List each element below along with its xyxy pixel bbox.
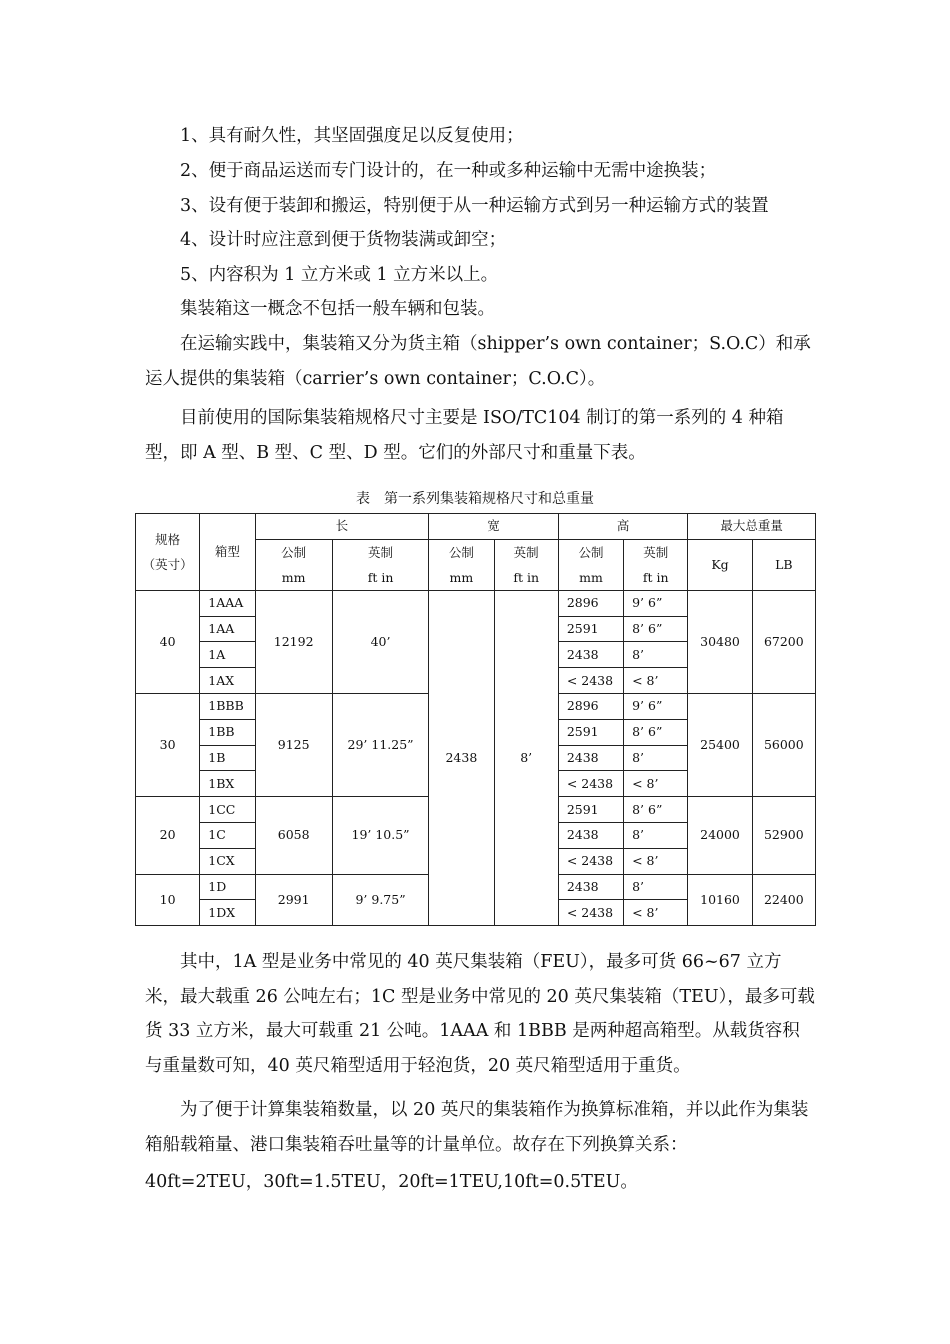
height-ft-cell: 8’ 6” xyxy=(624,719,688,745)
length-ft-cell: 19’ 10.5” xyxy=(332,797,428,874)
length-mm-cell: 12192 xyxy=(255,590,332,693)
paragraph-teu-standard: 为了便于计算集装箱数量，以 20 英尺的集装箱作为换算标准箱，并以此作为集装箱船载箱量、港口集装箱吞吐量等的计量单位。故存在下列换算关系： xyxy=(145,1100,809,1155)
weight-lb-cell: 22400 xyxy=(752,874,815,926)
paragraph-concept: 集装箱这一概念不包括一般车辆和包装。 xyxy=(180,299,495,319)
type-cell: 1D xyxy=(200,874,255,900)
weight-kg-cell: 30480 xyxy=(688,590,752,693)
height-ft-cell: < 8’ xyxy=(624,668,688,694)
length-mm-cell: 6058 xyxy=(255,797,332,874)
header-height: 高 xyxy=(558,514,688,540)
weight-lb-cell: 67200 xyxy=(752,590,815,693)
subheader-length-metric: 公制 mm xyxy=(255,539,332,590)
paragraph-iso-intro: 目前使用的国际集装箱规格尺寸主要是 ISO/TC104 制订的第一系列的 4 种箱型，即 A 型、B 型、C 型、D 型。它们的外部尺寸和重量下表。 xyxy=(145,408,784,463)
length-mm-cell: 9125 xyxy=(255,693,332,796)
height-mm-cell: < 2438 xyxy=(558,668,623,694)
length-ft-cell: 29’ 11.25” xyxy=(332,693,428,796)
list-item-2: 2、便于商品运送而专门设计的，在一种或多种运输中无需中途换装； xyxy=(180,161,717,181)
height-ft-cell: 8’ xyxy=(624,745,688,771)
subheader-height-imperial: 英制 ft in xyxy=(624,539,688,590)
paragraph-feu-teu: 其中，1A 型是业务中常见的 40 英尺集装箱（FEU），最多可货 66~67 立方米，最大载重 26 公吨左右；1C 型是业务中常见的 20 英尺集装箱（TEU），最多可载货 33 立方米，最大可载重 21 公吨。1AAA 和 1BBB 是两种超高箱型。从载货容积与重量数可知，40 英尺箱型适用于轻泡货，20 英尺箱型适用于重货。 xyxy=(145,952,815,1076)
height-ft-cell: 9’ 6” xyxy=(624,590,688,616)
type-cell: 1A xyxy=(200,642,255,668)
paragraph-container-types: 在运输实践中，集装箱又分为货主箱（shipper’s own container；S.O.C）和承运人提供的集装箱（carrier’s own container；C.O.C）。 xyxy=(145,334,811,389)
spec-cell: 30 xyxy=(136,693,200,796)
length-ft-cell: 40’ xyxy=(332,590,428,693)
height-mm-cell: < 2438 xyxy=(558,900,623,926)
list-item-3: 3、设有便于装卸和搬运，特别便于从一种运输方式到另一种运输方式的装置 xyxy=(180,196,769,216)
table-row xyxy=(136,590,816,616)
subheader-kg: Kg xyxy=(688,539,752,590)
type-cell: 1CX xyxy=(200,848,255,874)
header-width: 宽 xyxy=(429,514,559,540)
subheader-width-imperial: 英制 ft in xyxy=(494,539,558,590)
weight-lb-cell: 56000 xyxy=(752,693,815,796)
header-length: 长 xyxy=(255,514,429,540)
spec-cell: 40 xyxy=(136,590,200,693)
width-ft-cell: 8’ xyxy=(494,590,558,925)
height-mm-cell: 2438 xyxy=(558,642,623,668)
height-mm-cell: < 2438 xyxy=(558,771,623,797)
paragraph-conversion: 40ft=2TEU，30ft=1.5TEU，20ft=1TEU,10ft=0.5TEU。 xyxy=(145,1172,638,1192)
type-cell: 1C xyxy=(200,822,255,848)
height-ft-cell: < 8’ xyxy=(624,900,688,926)
height-mm-cell: 2591 xyxy=(558,719,623,745)
type-cell: 1AAA xyxy=(200,590,255,616)
height-mm-cell: < 2438 xyxy=(558,848,623,874)
weight-kg-cell: 25400 xyxy=(688,693,752,796)
height-mm-cell: 2896 xyxy=(558,590,623,616)
type-cell: 1BBB xyxy=(200,693,255,719)
spec-cell: 20 xyxy=(136,797,200,874)
header-max-weight: 最大总重量 xyxy=(688,514,816,540)
header-type: 箱型 xyxy=(200,514,255,591)
height-mm-cell: 2896 xyxy=(558,693,623,719)
subheader-width-metric: 公制 mm xyxy=(429,539,494,590)
height-mm-cell: 2438 xyxy=(558,745,623,771)
height-ft-cell: 8’ 6” xyxy=(624,797,688,823)
list-item-4: 4、设计时应注意到便于货物装满或卸空； xyxy=(180,230,507,250)
type-cell: 1BX xyxy=(200,771,255,797)
weight-kg-cell: 10160 xyxy=(688,874,752,926)
length-ft-cell: 9’ 9.75” xyxy=(332,874,428,926)
subheader-length-imperial: 英制 ft in xyxy=(332,539,428,590)
table-header-row xyxy=(136,514,816,540)
subheader-lb: LB xyxy=(752,539,815,590)
height-ft-cell: 8’ 6” xyxy=(624,616,688,642)
height-mm-cell: 2438 xyxy=(558,874,623,900)
weight-kg-cell: 24000 xyxy=(688,797,752,874)
height-ft-cell: 8’ xyxy=(624,822,688,848)
spec-cell: 10 xyxy=(136,874,200,926)
height-mm-cell: 2591 xyxy=(558,616,623,642)
weight-lb-cell: 52900 xyxy=(752,797,815,874)
height-ft-cell: 8’ xyxy=(624,642,688,668)
subheader-height-metric: 公制 mm xyxy=(558,539,623,590)
width-mm-cell: 2438 xyxy=(429,590,494,925)
type-cell: 1BB xyxy=(200,719,255,745)
height-ft-cell: 8’ xyxy=(624,874,688,900)
header-spec: 规格 （英寸） xyxy=(136,514,200,591)
height-ft-cell: < 8’ xyxy=(624,771,688,797)
type-cell: 1DX xyxy=(200,900,255,926)
type-cell: 1CC xyxy=(200,797,255,823)
length-mm-cell: 2991 xyxy=(255,874,332,926)
height-ft-cell: 9’ 6” xyxy=(624,693,688,719)
list-item-1: 1、具有耐久性，其坚固强度足以反复使用； xyxy=(180,126,524,146)
list-item-5: 5、内容积为 1 立方米或 1 立方米以上。 xyxy=(180,265,499,285)
type-cell: 1AA xyxy=(200,616,255,642)
height-mm-cell: 2438 xyxy=(558,822,623,848)
type-cell: 1B xyxy=(200,745,255,771)
table-caption: 表 第一系列集装箱规格尺寸和总重量 xyxy=(356,491,594,507)
height-ft-cell: < 8’ xyxy=(624,848,688,874)
height-mm-cell: 2591 xyxy=(558,797,623,823)
container-spec-table xyxy=(135,513,816,926)
type-cell: 1AX xyxy=(200,668,255,694)
